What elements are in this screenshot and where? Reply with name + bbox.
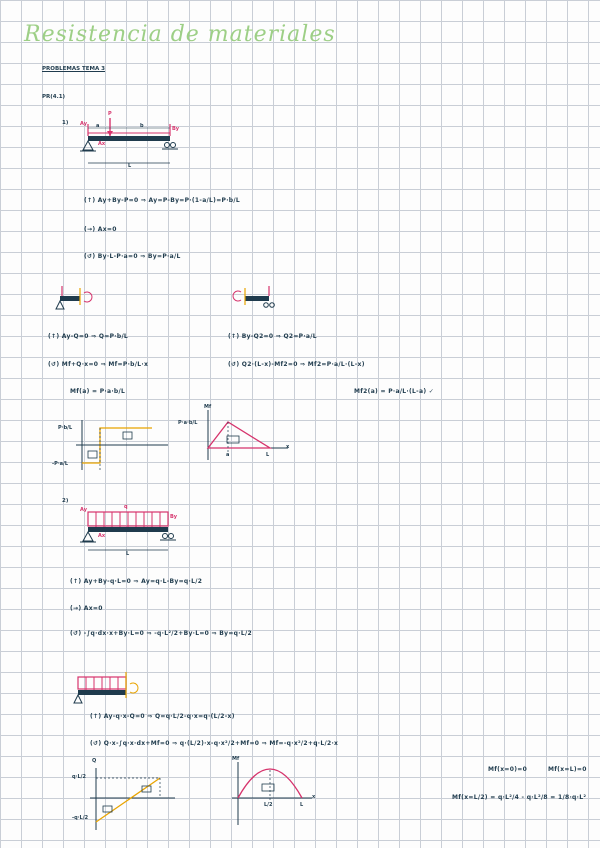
label-l: L — [128, 163, 132, 169]
free-body-left — [56, 286, 92, 309]
free-body-right — [233, 286, 274, 307]
shear1-pos-label: P·b/L — [58, 425, 73, 431]
moment2-axis-label: Mf — [232, 756, 240, 762]
part2-label: 2) — [62, 498, 69, 504]
free-body-distributed — [74, 672, 138, 703]
sec2-1: (↑) Ay-q·x-Q=0 ⇒ Q=q·L/2-q·x=q·(L/2-x) — [90, 713, 235, 720]
moment2-l-label: L — [300, 802, 304, 808]
mf2-x0: Mf(x=0)=0 — [488, 766, 528, 773]
label2-by: By — [170, 514, 178, 520]
eq-1: (↑) Ay+By-P=0 ⇒ Ay=P-By=P·(1-a/L)=P·b/L — [84, 197, 241, 204]
shear1-neg-label: -P·a/L — [52, 461, 69, 467]
eq-2: (→) Ax=0 — [84, 226, 117, 233]
moment-diagram-1 — [208, 410, 288, 460]
label-p: P — [108, 111, 112, 117]
beam-point-load — [80, 118, 178, 163]
eq-3: (↺) By·L-P·a=0 ⇒ By=P·a/L — [84, 253, 181, 260]
label-a: a — [96, 123, 100, 129]
beam-distributed-load — [80, 512, 176, 550]
moment1-a-label: a — [226, 452, 230, 458]
sec-right-2: (↺) Q2·(L-x)-Mf2=0 ⇒ Mf2=P·a/L·(L-x) — [228, 361, 365, 368]
eq2-1: (↑) Ay+By-q·L=0 ⇒ Ay=q·L-By=q·L/2 — [70, 578, 203, 585]
label2-ay: Ay — [80, 507, 87, 513]
moment2-x-label: x — [312, 794, 316, 800]
moment-diagram-2 — [232, 762, 312, 825]
mf-a: Mf(a) = P·a·b/L — [70, 388, 126, 395]
part1-label: 1) — [62, 120, 69, 126]
eq2-2: (→) Ax=0 — [70, 605, 103, 612]
eq2-3: (↺) -∫q·dx·x+By·L=0 ⇒ -q·L²/2+By·L=0 ⇒ By=q·L/2 — [70, 630, 252, 637]
shear-diagram-2 — [90, 768, 175, 830]
label-by: By — [172, 126, 180, 132]
sec-left-1: (↑) Ay-Q=0 ⇒ Q=P·b/L — [48, 333, 129, 340]
mf2-mid: Mf(x=L/2) = q·L²/4 - q·L²/8 = 1/8·q·L² — [452, 794, 587, 801]
mf2-xl: Mf(x=L)=0 — [548, 766, 587, 773]
moment1-axis-label: Mf — [204, 404, 212, 410]
shear2-pos-label: q·L/2 — [72, 774, 86, 780]
label2-q: q — [124, 504, 128, 510]
mf2-a: Mf2(a) = P·a/L·(L-a) ✓ — [354, 388, 435, 395]
moment1-max-label: P·a·b/L — [178, 420, 198, 426]
problem-label: PR(4.1) — [42, 94, 66, 100]
label-ax: Ax — [98, 141, 106, 147]
label-b: b — [140, 123, 144, 129]
label2-ax: Ax — [98, 533, 106, 539]
sec-right-1: (↑) By-Q2=0 ⇒ Q2=P·a/L — [228, 333, 317, 340]
moment1-x-label: x — [286, 444, 290, 450]
sec2-2: (↺) Q·x-∫q·x·dx+Mf=0 ⇒ q·(L/2)·x-q·x²/2+Mf=0 ⇒ Mf=-q·x²/2+q·L/2·x — [90, 740, 339, 747]
label2-l: L — [126, 551, 130, 557]
section-title: PROBLEMAS TEMA 3 — [42, 66, 105, 72]
shear2-axis-label: Q — [92, 758, 97, 764]
moment1-l-label: L — [266, 452, 270, 458]
shear-diagram-1 — [76, 420, 168, 470]
page-title: Resistencia de materiales — [24, 22, 336, 47]
moment2-half-label: L/2 — [264, 802, 273, 808]
sec-left-2: (↺) Mf+Q·x=0 ⇒ Mf=P·b/L·x — [48, 361, 149, 368]
shear2-neg-label: -q·L/2 — [72, 815, 89, 821]
label-ay: Ay — [80, 121, 87, 127]
